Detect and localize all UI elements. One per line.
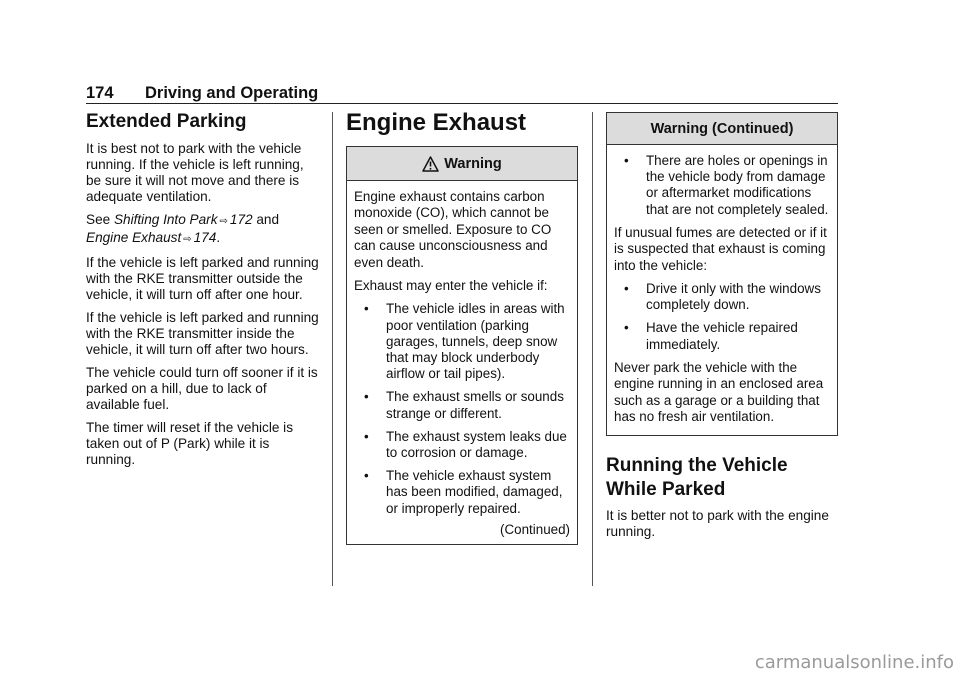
column-warning-continued bbox=[606, 112, 838, 547]
list-item: • The exhaust system leaks due to corrosion or damage. bbox=[364, 428, 567, 461]
cross-reference-paragraph: See Shifting Into Park ⇨ 172 and Engine Exhaust ⇨ 174. bbox=[86, 212, 280, 245]
list-item: • There are holes or openings in the vehicle body from damage or aftermarket modifications that are not completely sealed. bbox=[624, 153, 829, 217]
list-item: • The vehicle exhaust system has been modified, damaged, or improperly repaired. bbox=[364, 468, 563, 516]
warning-box-continued bbox=[606, 112, 838, 436]
column-divider-1 bbox=[332, 112, 333, 586]
warning-header bbox=[347, 147, 577, 181]
page-ref-arrow-icon: ⇨ bbox=[219, 216, 228, 227]
warning-header-continued bbox=[607, 113, 837, 145]
watermark-text: carmanualsonline.info bbox=[754, 652, 954, 673]
list-item: • Have the vehicle repaired immediately. bbox=[624, 320, 798, 352]
paragraph: It is best not to park with the vehicle running. If the vehicle is left running, be sure it will not move and there is adequate ventilation. bbox=[86, 141, 304, 204]
paragraph: It is better not to park with the engine running. bbox=[606, 508, 829, 540]
heading-running-while-parked: Running the Vehicle While Parked bbox=[606, 455, 788, 501]
heading-extended-parking: Extended Parking bbox=[86, 111, 247, 132]
paragraph: If the vehicle is left parked and running with the RKE transmitter outside the vehicle, it will turn off after one hour. bbox=[86, 255, 319, 302]
link-shifting-into-park[interactable]: Shifting Into Park bbox=[113, 212, 218, 227]
warning-paragraph: Engine exhaust contains carbon monoxide (CO), which cannot be seen or smelled. Exposure to CO can cause unconsciousness and even death. bbox=[354, 189, 552, 270]
link-engine-exhaust[interactable]: Engine Exhaust bbox=[86, 230, 182, 245]
link-page-172[interactable]: 172 bbox=[229, 212, 253, 227]
paragraph: The timer will reset if the vehicle is taken out of P (Park) while it is running. bbox=[86, 420, 293, 467]
warning-paragraph: If unusual fumes are detected or if it is suspected that exhaust is coming into the vehicle: bbox=[614, 224, 827, 273]
column-extended-parking bbox=[86, 111, 322, 475]
warning-label: Warning (Continued) bbox=[650, 120, 794, 137]
warning-triangle-icon bbox=[422, 156, 439, 172]
list-item: • Drive it only with the windows completely down. bbox=[624, 281, 821, 313]
warning-label: Warning bbox=[444, 155, 502, 172]
list-item: • The exhaust smells or sounds strange or different. bbox=[364, 389, 564, 421]
list-item: • The vehicle idles in areas with poor ventilation (parking garages, tunnels, deep snow that may block underbody airflow or tail pipes). bbox=[364, 301, 565, 382]
warning-paragraph: Never park the vehicle with the engine running in an enclosed area such as a garage or a building that has no fresh air ventilation. bbox=[614, 359, 824, 425]
link-page-174[interactable]: 174 bbox=[193, 230, 217, 245]
continued-label: (Continued) bbox=[500, 521, 570, 537]
column-engine-exhaust bbox=[346, 110, 578, 545]
heading-engine-exhaust: Engine Exhaust bbox=[346, 109, 527, 136]
paragraph: The vehicle could turn off sooner if it is parked on a hill, due to lack of available fuel. bbox=[86, 365, 318, 412]
warning-body bbox=[347, 181, 577, 544]
warning-box bbox=[346, 146, 578, 545]
page-number: 174 bbox=[86, 84, 114, 102]
warning-paragraph: Exhaust may enter the vehicle if: bbox=[354, 278, 548, 294]
page-ref-arrow-icon: ⇨ bbox=[183, 234, 192, 245]
section-title: Driving and Operating bbox=[145, 84, 319, 102]
warning-body bbox=[607, 145, 837, 435]
page-header bbox=[86, 84, 838, 104]
column-divider-2 bbox=[592, 112, 593, 586]
paragraph: If the vehicle is left parked and running with the RKE transmitter inside the vehicle, it will turn off after two hours. bbox=[86, 310, 319, 357]
